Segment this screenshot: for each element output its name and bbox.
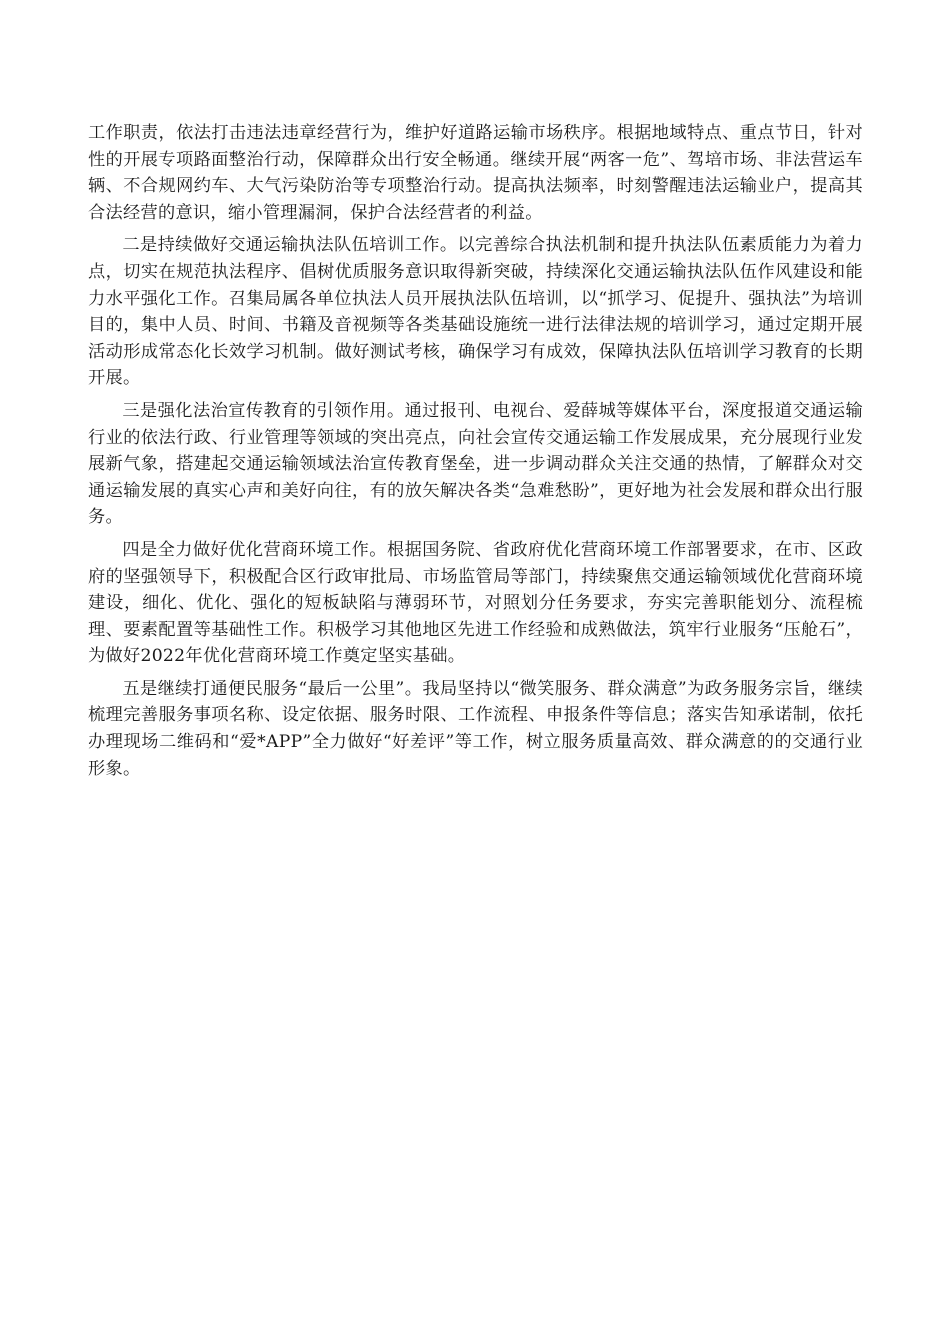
document-page — [88, 120, 863, 788]
paragraph-3: 三是强化法治宣传教育的引领作用。通过报刊、电视台、爱薛城等媒体平台，深度报道交通运输行业的依法行政、行业管理等领域的突出亮点，向社会宣传交通运输工作发展成果，充分展现行业发展新气象，搭建起交通运输领域法治宣传教育堡垒，进一步调动群众关注交通的热情，了解群众对交通运输发展的真实心声和美好向往，有的放矢解决各类“急难愁盼”，更好地为社会发展和群众出行服务。 — [88, 400, 863, 528]
paragraph-1: 工作职责，依法打击违法违章经营行为，维护好道路运输市场秩序。根据地域特点、重点节日，针对性的开展专项路面整治行动，保障群众出行安全畅通。继续开展“两客一危”、驾培市场、非法营运车辆、不合规网约车、大气污染防治等专项整治行动。提高执法频率，时刻警醒违法运输业户，提高其合法经营的意识，缩小管理漏洞，保护合法经营者的利益。 — [88, 123, 863, 223]
paragraph-5: 五是继续打通便民服务“最后一公里”。我局坚持以“微笑服务、群众满意”为政务服务宗旨，继续梳理完善服务事项名称、设定依据、服务时限、工作流程、申报条件等信息；落实告知承诺制，依托办理现场二维码和“爱*APP”全力做好“好差评”等工作，树立服务质量高效、群众满意的的交通行业形象。 — [88, 678, 863, 779]
paragraph-2: 二是持续做好交通运输执法队伍培训工作。以完善综合执法机制和提升执法队伍素质能力为着力点，切实在规范执法程序、倡树优质服务意识取得新突破，持续深化交通运输执法队伍作风建设和能力水平强化工作。召集局属各单位执法人员开展执法队伍培训，以“抓学习、促提升、强执法”为培训目的，集中人员、时间、书籍及音视频等各类基础设施统一进行法律法规的培训学习，通过定期开展活动形成常态化长效学习机制。做好测试考核，确保学习有成效，保障执法队伍培训学习教育的长期开展。 — [88, 235, 863, 389]
paragraph-4: 四是全力做好优化营商环境工作。根据国务院、省政府优化营商环境工作部署要求，在市、区政府的坚强领导下，积极配合区行政审批局、市场监管局等部门，持续聚焦交通运输领域优化营商环境建设，细化、优化、强化的短板缺陷与薄弱环节，对照划分任务要求，夯实完善职能划分、流程梳理、要素配置等基础性工作。积极学习其他地区先进工作经验和成熟做法，筑牢行业服务“压舱石”，为做好2022年优化营商环境工作奠定坚实基础。 — [88, 539, 863, 667]
